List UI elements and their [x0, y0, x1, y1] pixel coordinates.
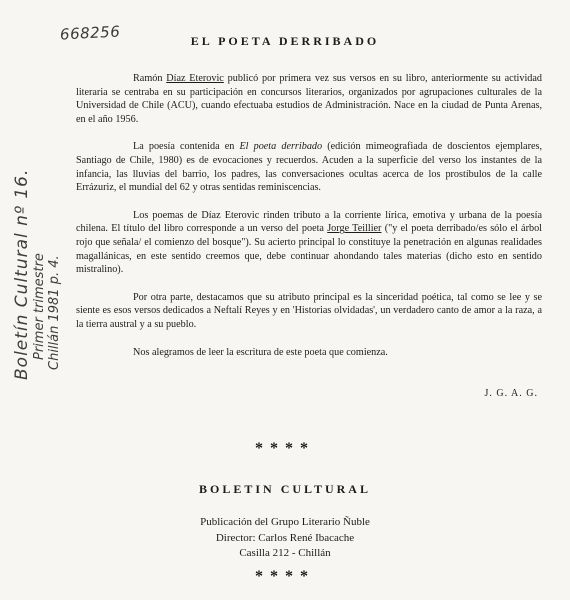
author-name: Díaz Eterovic	[166, 73, 224, 84]
author-signature: J. G. A. G.	[484, 388, 538, 399]
p1-text-end: publicó por primera vez sus versos en su libro, anteriormente su actividad literaria se centraba en su participación en concursos literarios, organizados por agrupaciones culturales de la Universidad de Chile (ACU), cuando efectuaba estudios de Administración. Nace en la ciudad de Punta Arenas, en el año 1956.	[76, 73, 542, 125]
p3-text-end: ("y el poeta derribado/es sólo el árbol rojo que señala/ el comienzo del bosque"). Su acierto principal lo constituye la penetración en algunas realidades magallánicas, en este sentido creemos que, debe continuar ahondando tales materias (dicho esto en sentido mistralino).	[76, 223, 542, 276]
separator-stars-top: ****	[255, 440, 315, 457]
p3-text-start: Los poemas de Díaz Eterovic rinden tributo a la corriente lírica, emotiva y urbana de la poesía chilena. El título del libro corresponde a un verso del poeta	[76, 209, 542, 235]
poet-name: Jorge Teillier	[327, 223, 382, 235]
paragraph-2	[76, 140, 542, 194]
director-line: Director: Carlos René Ibacache	[215, 531, 355, 544]
margin-note-line-1: Boletín Cultural nº 16.	[12, 168, 32, 380]
p2-text-start: La poesía contenida en	[133, 141, 240, 153]
p1-text-start: Ramón	[133, 73, 167, 84]
address-line: Casilla 212 - Chillán	[239, 547, 331, 559]
paragraph-4: Por otra parte, destacamos que su atributo principal es la sinceridad poética, tal como se lee y se siente es esos versos dedicados a Neftalí Reyes y en 'Historias olvidadas', un verdadero canto de amor a la raza, a la tierra austral y a su pueblo.	[76, 291, 542, 330]
publisher-line: Publicación del Grupo Literario Ñuble	[200, 516, 370, 528]
paragraph-1	[76, 72, 542, 126]
margin-note-line-2: Primer trimestre	[32, 253, 47, 360]
separator-stars-bottom: ****	[255, 568, 315, 585]
paragraph-5: Nos alegramos de leer la escritura de este poeta que comienza.	[133, 346, 388, 358]
handwritten-catalog-number: 668256	[59, 22, 121, 44]
article-body	[76, 72, 542, 373]
bulletin-title: BOLETIN CULTURAL	[199, 482, 371, 496]
book-title: El poeta derribado	[239, 141, 323, 153]
article-title: EL POETA DERRIBADO	[190, 34, 380, 48]
paragraph-3	[76, 209, 542, 277]
p2-text-end: (edición mimeografiada de doscientos ejemplares, Santiago de Chile, 1980) es de evocaciones y recuerdos. Acuden a la superficie del verso los instantes de la infancia, las lluvias del barrio, los padres, las conversaciones ocultas acerca de los prostíbulos de la calle Errázuriz, el mundial del 62 y otras sentidas reminiscencias.	[76, 141, 542, 194]
publication-info	[0, 515, 570, 562]
handwritten-margin-note	[12, 50, 62, 380]
margin-note-line-3: Chillán 1981 p. 4.	[47, 255, 62, 370]
